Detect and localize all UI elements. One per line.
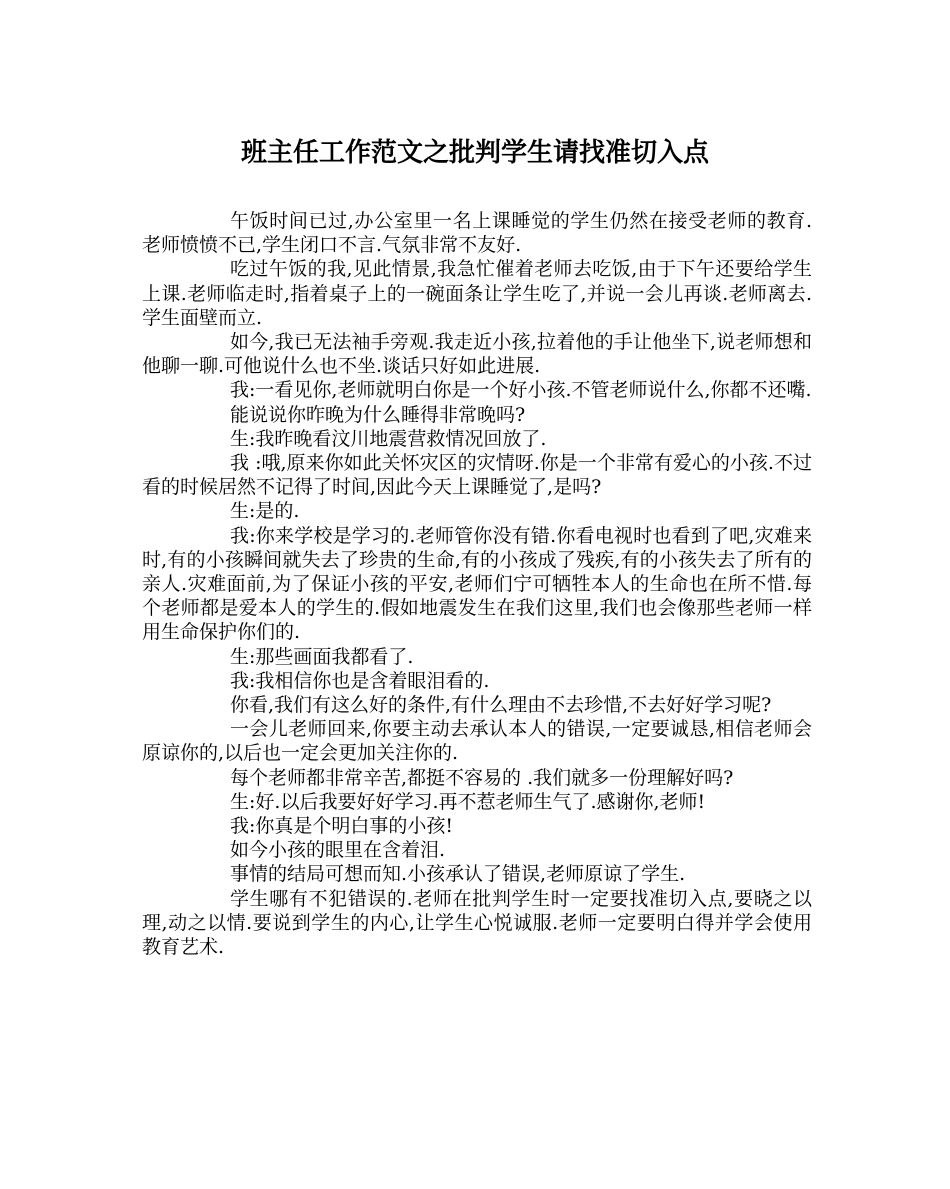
paragraph: 能说说你昨晚为什么睡得非常晚吗? <box>230 403 526 426</box>
paragraph: 如今,我已无法袖手旁观.我走近小孩,拉着他的手让他坐下,说老师想和他聊一聊.可他说什么也不坐.谈话只好如此进展. <box>142 331 812 378</box>
paragraph: 生:那些画面我都看了. <box>230 645 414 668</box>
document-body <box>142 209 812 959</box>
paragraph: 生:好.以后我要好好学习.再不惹老师生气了.感谢你,老师! <box>230 790 706 813</box>
paragraph: 我:你真是个明白事的小孩! <box>230 815 454 838</box>
paragraph: 一会儿老师回来,你要主动去承认本人的错误,一定要诚恳,相信老师会原谅你的,以后也一定会更加关注你的. <box>142 718 812 765</box>
paragraph: 我:你来学校是学习的.老师管你没有错.你看电视时也看到了吧,灾难来时,有的小孩瞬间就失去了珍贵的生命,有的小孩成了残疾,有的小孩失去了所有的亲人.灾难面前,为了保证小孩的平安,老师们宁可牺牲本人的生命也在所不惜.每个老师都是爱本人的学生的.假如地震发生在我们这里,我们也会像那些老师一样用生命保护你们的. <box>142 524 812 644</box>
paragraph: 午饭时间已过,办公室里一名上课睡觉的学生仍然在接受老师的教育.老师愤愤不已,学生闭口不言.气氛非常不友好. <box>142 210 812 257</box>
paragraph: 事情的结局可想而知.小孩承认了错误,老师原谅了学生. <box>230 863 686 886</box>
paragraph: 我:一看见你,老师就明白你是一个好小孩.不管老师说什么,你都不还嘴. <box>230 379 812 402</box>
paragraph: 我 :哦,原来你如此关怀灾区的灾情呀.你是一个非常有爱心的小孩.不过看的时候居然不记得了时间,因此今天上课睡觉了,是吗? <box>142 452 812 499</box>
paragraph: 吃过午饭的我,见此情景,我急忙催着老师去吃饭,由于下午还要给学生上课.老师临走时,指着桌子上的一碗面条让学生吃了,并说一会儿再谈.老师离去.学生面壁而立. <box>142 258 812 329</box>
paragraph: 你看,我们有这么好的条件,有什么理由不去珍惜,不去好好学习呢? <box>230 694 772 717</box>
paragraph: 学生哪有不犯错误的.老师在批判学生时一定要找准切入点,要晓之以理,动之以情.要说到学生的内心,让学生心悦诚服.老师一定要明白得并学会使用教育艺术. <box>142 887 812 959</box>
document-title: 班主任工作范文之批判学生请找准切入点 <box>240 138 709 168</box>
paragraph: 我:我相信你也是含着眼泪看的. <box>230 669 490 692</box>
paragraph: 生:我昨晚看汶川地震营救情况回放了. <box>230 427 547 450</box>
paragraph: 生:是的. <box>230 500 300 523</box>
paragraph: 每个老师都非常辛苦,都挺不容易的 .我们就多一份理解好吗? <box>230 766 734 789</box>
paragraph: 如今小孩的眼里在含着泪. <box>230 839 446 862</box>
